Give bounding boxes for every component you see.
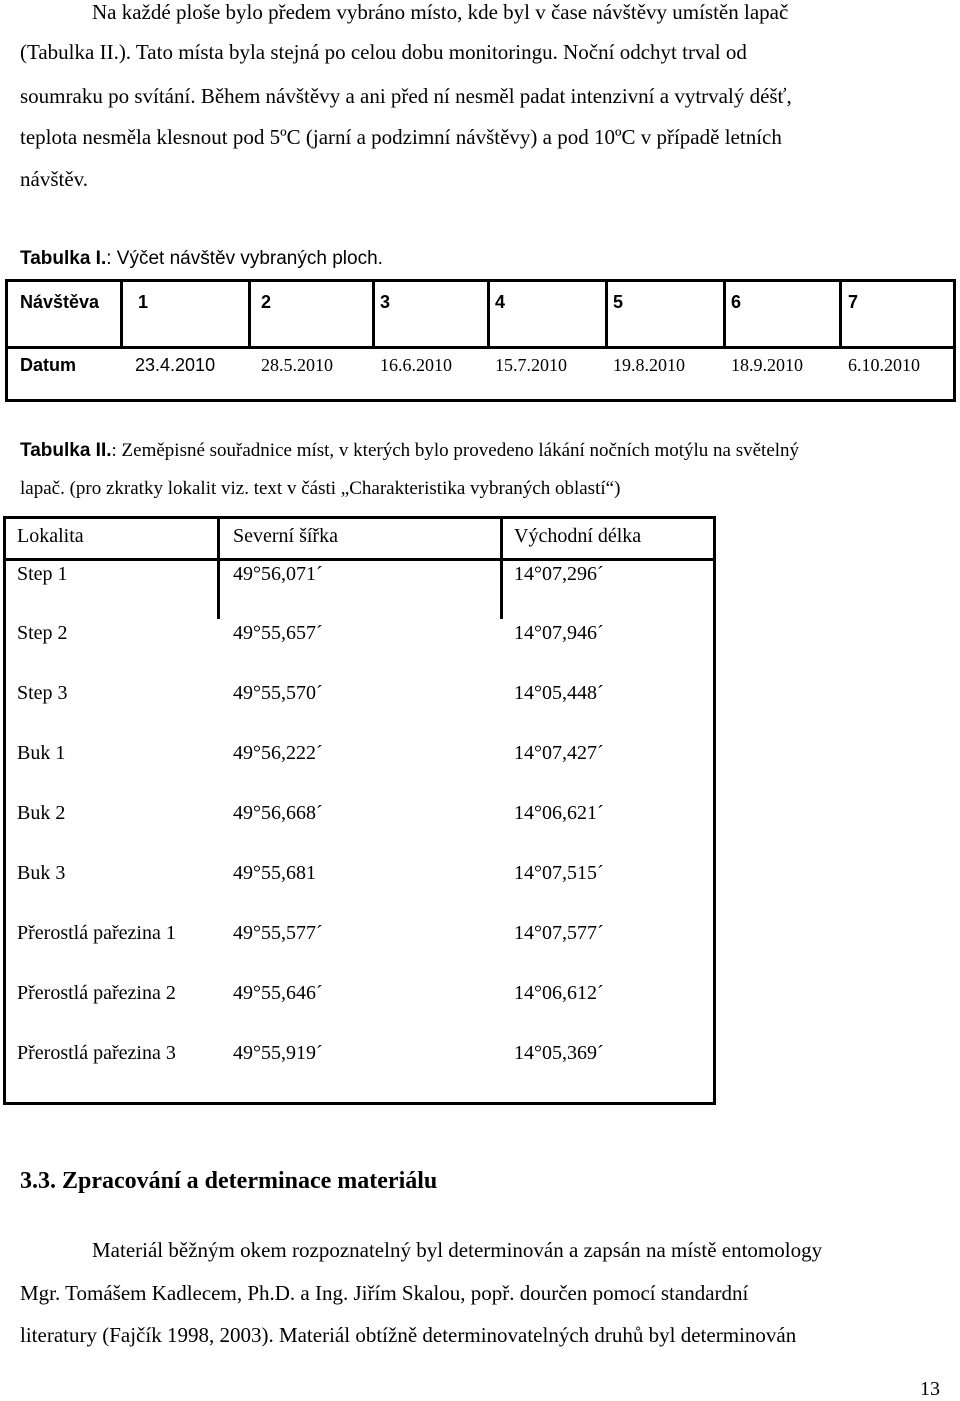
section-line-1: Materiál běžným okem rozpoznatelný byl determinován a zapsán na místě entomology [92, 1238, 823, 1262]
north-latitude: 49°55,657´ [233, 622, 323, 644]
visit-number: 2 [261, 292, 272, 312]
north-latitude: 49°56,222´ [233, 742, 323, 764]
table2-caption [20, 440, 945, 462]
visits-table [5, 279, 956, 402]
column-header: Severní šířka [233, 525, 338, 547]
visit-date: 28.5.2010 [261, 355, 333, 375]
coordinates-table-rows [3, 516, 716, 1105]
location-name: Buk 1 [17, 742, 66, 764]
column-header: Lokalita [17, 525, 84, 547]
section-line-2: Mgr. Tomášem Kadlecem, Ph.D. a Ing. Jiřím Skalou, popř. dourčen pomocí standardní [20, 1281, 749, 1305]
north-latitude: 49°55,646´ [233, 982, 323, 1004]
location-name: Přerostlá pařezina 1 [17, 922, 176, 944]
visit-date: 23.4.2010 [135, 355, 216, 375]
column-header: Východní délka [514, 525, 642, 547]
location-name: Step 1 [17, 563, 68, 585]
location-name: Buk 3 [17, 862, 66, 884]
visit-date: 15.7.2010 [495, 355, 567, 375]
east-longitude: 14°06,612´ [514, 982, 604, 1004]
visit-number: 7 [848, 292, 859, 312]
east-longitude: 14°07,577´ [514, 922, 604, 944]
table2-caption-text: : Zeměpisné souřadnice míst, v kterých bylo provedeno lákání nočních motýlu na světelný [111, 440, 800, 461]
visit-number: 1 [138, 292, 149, 312]
intro-line-5: návštěv. [20, 167, 89, 191]
north-latitude: 49°55,919´ [233, 1042, 323, 1064]
table2-caption-line-2: lapač. (pro zkratky lokalit viz. text v části „Charakteristika vybraných oblastí“) [20, 478, 621, 499]
visit-number: 4 [495, 292, 506, 312]
location-name: Buk 2 [17, 802, 66, 824]
visit-date: 16.6.2010 [380, 355, 452, 375]
location-name: Přerostlá pařezina 2 [17, 982, 176, 1004]
intro-line-4: teplota nesměla klesnout pod 5ºC (jarní a podzimní návštěvy) a pod 10ºC v případě letních [20, 125, 782, 149]
location-name: Step 2 [17, 622, 68, 644]
north-latitude: 49°56,668´ [233, 802, 323, 824]
section-heading: 3.3. Zpracování a determinace materiálu [20, 1168, 438, 1194]
intro-line-2: (Tabulka II.). Tato místa byla stejná po celou dobu monitoringu. Noční odchyt trval od [20, 40, 747, 64]
table1-caption-text: : Výčet návštěv vybraných ploch. [106, 248, 383, 269]
table2-caption-label: Tabulka II. [20, 440, 112, 461]
location-name: Přerostlá pařezina 3 [17, 1042, 176, 1064]
visit-date: 18.9.2010 [731, 355, 803, 375]
east-longitude: 14°07,296´ [514, 563, 604, 585]
location-name: Step 3 [17, 682, 68, 704]
date-label: Datum [20, 355, 77, 375]
east-longitude: 14°06,621´ [514, 802, 604, 824]
north-latitude: 49°55,681 [233, 862, 316, 884]
intro-line-3: soumraku po svítání. Během návštěvy a ani před ní nesměl padat intenzivní a vytrvalý déšť, [20, 84, 792, 108]
east-longitude: 14°07,515´ [514, 862, 604, 884]
north-latitude: 49°55,577´ [233, 922, 323, 944]
section-line-3: literatury (Fajčík 1998, 2003). Materiál obtížně determinovatelných druhů byl determinován [20, 1323, 797, 1347]
visit-date: 19.8.2010 [613, 355, 685, 375]
table1-caption [20, 248, 945, 270]
intro-line-1: Na každé ploše bylo předem vybráno místo, kde byl v čase návštěvy umístěn lapač [92, 0, 789, 24]
north-latitude: 49°55,570´ [233, 682, 323, 704]
east-longitude: 14°07,946´ [514, 622, 604, 644]
east-longitude: 14°05,448´ [514, 682, 604, 704]
table1-caption-label: Tabulka I. [20, 248, 107, 269]
page-number: 13 [920, 1378, 940, 1400]
visit-number: 6 [731, 292, 742, 312]
east-longitude: 14°07,427´ [514, 742, 604, 764]
visit-number: 3 [380, 292, 391, 312]
visit-header-label: Návštěva [20, 292, 100, 312]
east-longitude: 14°05,369´ [514, 1042, 604, 1064]
visit-number: 5 [613, 292, 624, 312]
visit-date: 6.10.2010 [848, 355, 920, 375]
north-latitude: 49°56,071´ [233, 563, 323, 585]
